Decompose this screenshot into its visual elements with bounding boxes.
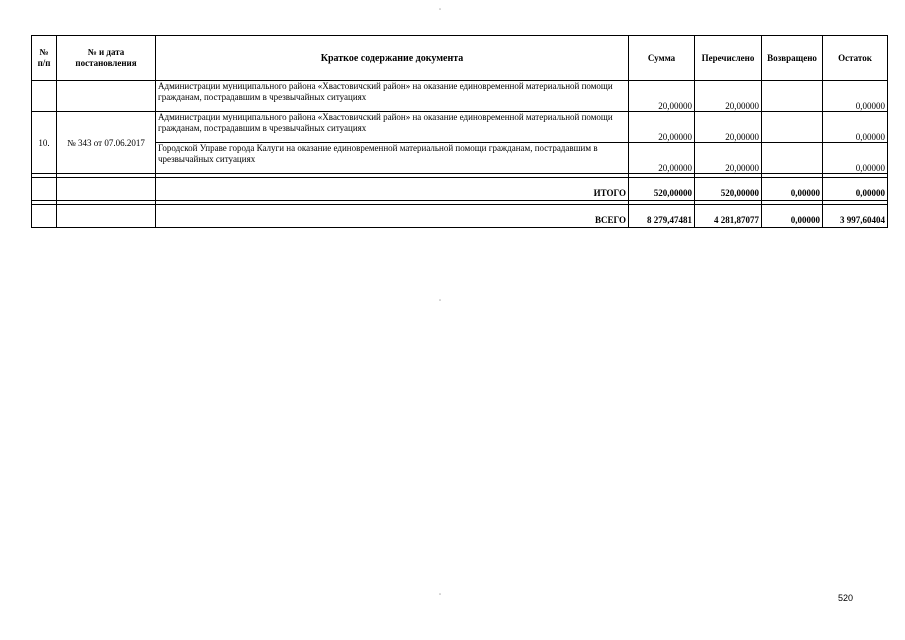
itogo-decree-cell	[57, 178, 156, 201]
returned-cell	[762, 81, 823, 112]
remainder-cell: 0,00000	[823, 81, 888, 112]
desc-cell: Городской Управе города Калуги на оказание единовременной материальной помощи гражданам, пострадавшим в чрезвычайных ситуациях	[156, 143, 629, 174]
vsego-remainder: 3 997,60404	[823, 205, 888, 228]
group-num-cell: 10.	[32, 112, 57, 174]
itogo-num-cell	[32, 178, 57, 201]
col-returned-header: Возвращено	[762, 36, 823, 81]
sum-cell: 20,00000	[629, 143, 695, 174]
returned-cell	[762, 112, 823, 143]
transferred-cell: 20,00000	[695, 81, 762, 112]
vsego-decree-cell	[57, 205, 156, 228]
col-decree-header: № и дата постановления	[57, 36, 156, 81]
col-sum-header: Сумма	[629, 36, 695, 81]
table-row	[32, 112, 888, 143]
vsego-label: ВСЕГО	[156, 205, 629, 228]
decree-cell	[57, 81, 156, 112]
returned-cell	[762, 143, 823, 174]
remainder-cell: 0,00000	[823, 143, 888, 174]
header-row	[32, 36, 888, 81]
sum-cell: 20,00000	[629, 112, 695, 143]
document-table	[31, 35, 888, 228]
sum-cell: 20,00000	[629, 81, 695, 112]
table-row	[32, 143, 888, 174]
desc-cell: Администрации муниципального района «Хвастовичский район» на оказание единовременной материальной помощи гражданам, пострадавшим в чрезвычайных ситуациях	[156, 112, 629, 143]
transferred-cell: 20,00000	[695, 112, 762, 143]
table-row	[32, 81, 888, 112]
itogo-remainder: 0,00000	[823, 178, 888, 201]
remainder-cell: 0,00000	[823, 112, 888, 143]
transferred-cell: 20,00000	[695, 143, 762, 174]
scan-mark-top: ˇ	[439, 9, 441, 15]
col-remainder-header: Остаток	[823, 36, 888, 81]
scan-mark-middle: ˇ	[439, 300, 441, 306]
group-decree-cell: № 343 от 07.06.2017	[57, 112, 156, 174]
col-desc-header: Краткое содержание документа	[156, 36, 629, 81]
itogo-transferred: 520,00000	[695, 178, 762, 201]
vsego-returned: 0,00000	[762, 205, 823, 228]
vsego-sum: 8 279,47481	[629, 205, 695, 228]
desc-cell: Администрации муниципального района «Хвастовичский район» на оказание единовременной материальной помощи гражданам, пострадавшим в чрезвычайных ситуациях	[156, 81, 629, 112]
num-cell	[32, 81, 57, 112]
itogo-row	[32, 178, 888, 201]
col-transferred-header: Перечислено	[695, 36, 762, 81]
page-number: 520	[838, 593, 854, 603]
vsego-row	[32, 205, 888, 228]
vsego-num-cell	[32, 205, 57, 228]
itogo-returned: 0,00000	[762, 178, 823, 201]
itogo-label: ИТОГО	[156, 178, 629, 201]
scan-mark-bottom: ˇ	[439, 594, 441, 600]
col-num-header: № п/п	[32, 36, 57, 81]
vsego-transferred: 4 281,87077	[695, 205, 762, 228]
itogo-sum: 520,00000	[629, 178, 695, 201]
